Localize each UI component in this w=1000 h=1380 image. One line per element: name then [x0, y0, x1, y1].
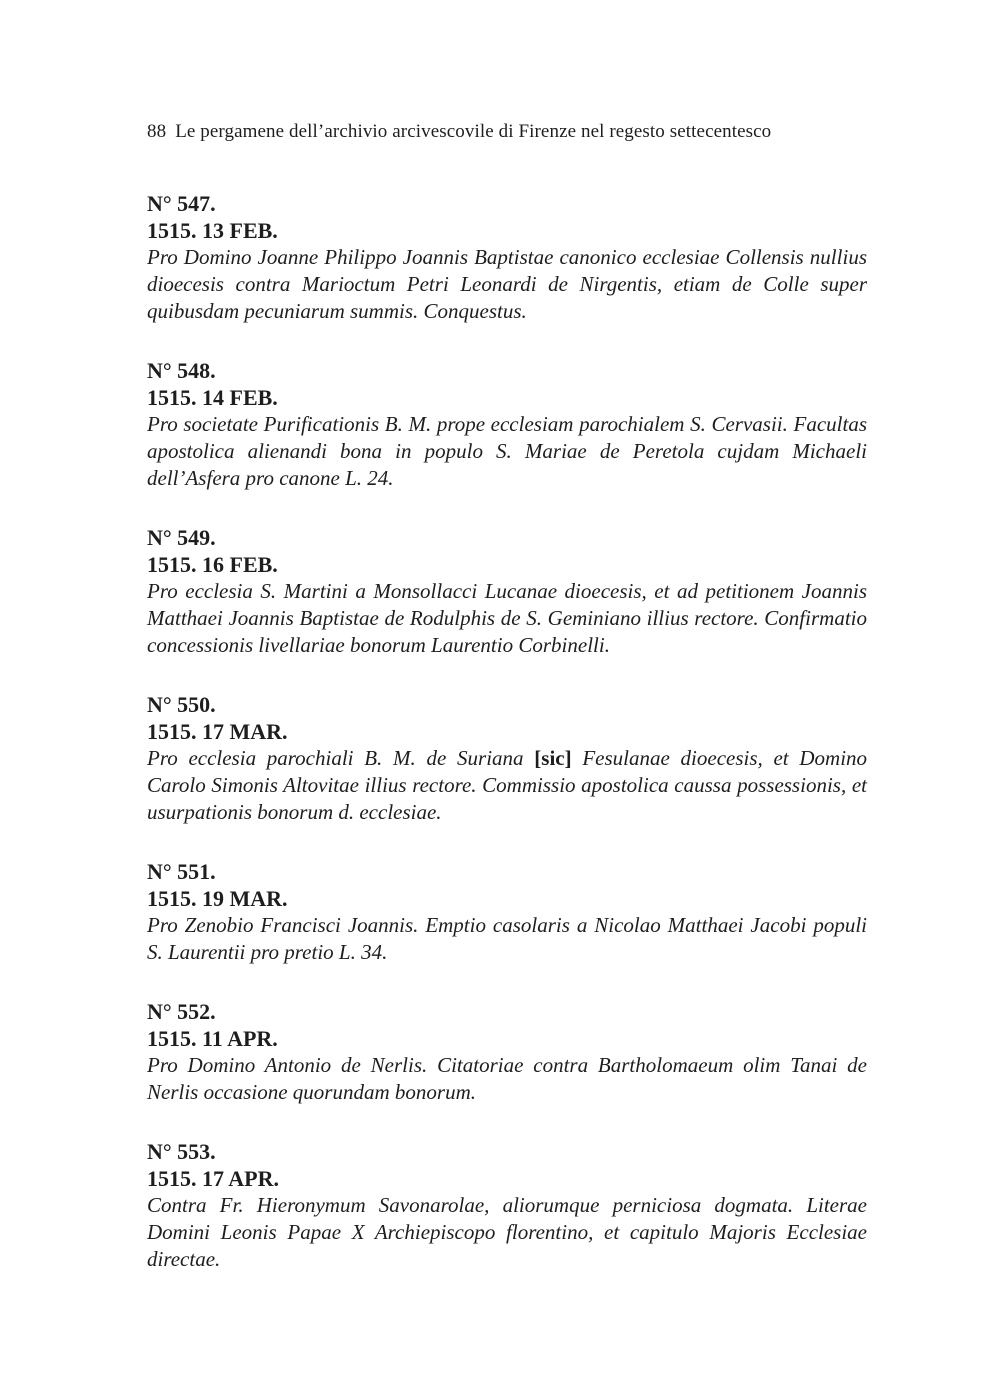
entry-547 [147, 190, 867, 325]
entry-date: 1515. 11 APR. [147, 1026, 278, 1051]
entry-549 [147, 524, 867, 659]
entry-number: N° 552. [147, 999, 216, 1024]
entry-number: N° 548. [147, 358, 216, 383]
entry-date: 1515. 16 FEB. [147, 552, 278, 577]
entry-550 [147, 691, 867, 826]
sic-annotation: [sic] [534, 746, 572, 770]
regesto-entries [147, 190, 867, 1305]
entry-text: Pro Domino Antonio de Nerlis. Citatoriae contra Bartholomaeum olim Tanai de Nerlis occasione quorundam bonorum. [147, 1053, 867, 1104]
entry-text: Pro ecclesia S. Martini a Monsollacci Lucanae dioecesis, et ad petitionem Joannis Matthaei Joannis Baptistae de Rodulphis de S. Geminiano illius rectore. Confirmatio concessionis livellariae bonorum Laurentio Corbinelli. [147, 579, 867, 657]
entry-number: N° 551. [147, 859, 216, 884]
entry-number: N° 550. [147, 692, 216, 717]
page-number: 88 [147, 121, 167, 142]
entry-date: 1515. 14 FEB. [147, 385, 278, 410]
entry-text [147, 745, 867, 826]
entry-text: Pro Zenobio Francisci Joannis. Emptio casolaris a Nicolao Matthaei Jacobi populi S. Laurentii pro pretio L. 34. [147, 913, 867, 964]
running-title: Le pergamene dell’archivio arcivescovile di Firenze nel regesto settecentesco [175, 121, 772, 142]
entry-number: N° 553. [147, 1139, 216, 1164]
entry-text: Contra Fr. Hieronymum Savonarolae, aliorumque perniciosa dogmata. Literae Domini Leonis Papae X Archiepiscopo florentino, et capitulo Majoris Ecclesiae directae. [147, 1193, 867, 1271]
entry-548 [147, 357, 867, 492]
running-head [147, 121, 771, 143]
entry-text-after-sic: Fesulanae dioecesis, et Domino Carolo Simonis Altovitae illius rectore. Commissio apostolica caussa possessionis, et usurpationis bonorum d. ecclesiae. [147, 746, 868, 824]
entry-552 [147, 998, 867, 1106]
entry-number: N° 549. [147, 525, 216, 550]
entry-date: 1515. 17 APR. [147, 1166, 279, 1191]
entry-date: 1515. 19 MAR. [147, 886, 288, 911]
entry-text: Pro Domino Joanne Philippo Joannis Baptistae canonico ecclesiae Collensis nullius dioecesis contra Marioctum Petri Leonardi de Nirgentis, etiam de Colle super quibusdam pecuniarum summis. Conquestus. [147, 245, 867, 323]
entry-date: 1515. 17 MAR. [147, 719, 288, 744]
entry-date: 1515. 13 FEB. [147, 218, 278, 243]
entry-553 [147, 1138, 867, 1273]
entry-text: Pro societate Purificationis B. M. prope ecclesiam parochialem S. Cervasii. Facultas apostolica alienandi bona in populo S. Mariae de Peretola cujdam Michaeli dell’Asfera pro canone L. 24. [147, 412, 867, 490]
entry-number: N° 547. [147, 191, 216, 216]
entry-text-before-sic: Pro ecclesia parochiali B. M. de Suriana [147, 746, 524, 770]
entry-551 [147, 858, 867, 966]
